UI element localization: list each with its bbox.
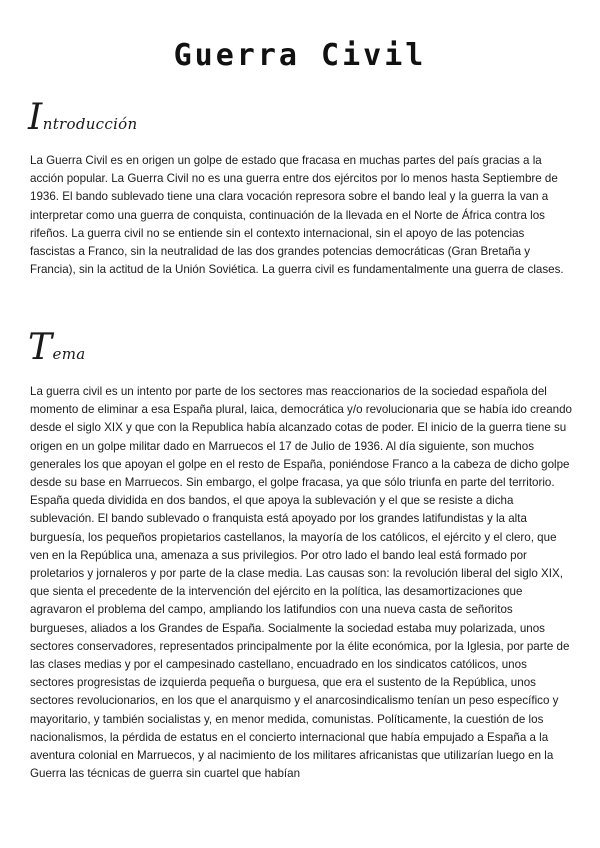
heading-rest: ntroducción — [42, 115, 138, 133]
heading-initial: I — [28, 97, 43, 138]
section-heading-introduccion — [28, 97, 138, 138]
section-body-introduccion: La Guerra Civil es en origen un golpe de estado que fracasa en muchas partes del país gracias a la acción popular. La Guerra Civil no es una guerra entre dos ejércitos por lo menos hasta Septiembre de 1936. El bando sublevado tiene una clara vocación represora sobre el bando leal y la guerra la van a interpretar como una guerra de conquista, continuación de la llevada en el Norte de África contra los rifeños. La guerra civil no se entiende sin el contexto internacional, sin el apoyo de las potencias fascistas a Franco, sin la neutralidad de las dos grandes potencias democráticas (Gran Bretaña y Francia), sin la actitud de la Unión Soviética. La guerra civil es fundamentalmente una guerra de clases. — [30, 154, 564, 277]
heading-rest: ema — [52, 345, 86, 363]
section-heading-tema — [28, 327, 86, 368]
heading-initial: T — [28, 327, 53, 368]
section-body-tema: La guerra civil es un intento por parte de los sectores mas reaccionarios de la sociedad española del momento de eliminar a esa España plural, laica, democrática y/o revolucionaria que se había ido creando desde el siglo XIX y que con la Republica había alcanzado cotas de poder. El inicio de la guerra tiene su origen en un golpe militar dado en Marruecos el 17 de Julio de 1936. Al día siguiente, son muchos generales los que apoyan el golpe en el resto de España, poniéndose Franco a la cabeza de dicho golpe desde su base en Marruecos. Sin embargo, el golpe fracasa, ya que sólo triunfa en parte del territorio. España queda dividida en dos bandos, el que apoya la sublevación y el que se resiste a dicha sublevación. El bando sublevado o franquista está apoyado por los grandes latifundistas y la alta burguesía, los pequeños propietarios castellanos, la mayoría de los católicos, el ejército y el clero, que ven en la República una, amenaza a sus privilegios. Por otro lado el bando leal está formado por proletarios y jornaleros y por parte de la clase media. Las causas son: la revolución liberal del siglo XIX, que sienta el precedente de la intervención del ejército en la política, las desamortizaciones que agravaron el problema del campo, ampliando los latifundios con una nueva casta de señoritos burgueses, aliados a los Grandes de España. Socialmente la sociedad estaba muy polarizada, unos sectores conservadores, representados principalmente por la élite económica, por la Iglesia, por parte de las clases medias y por el campesinado castellano, encuadrado en los sindicatos católicos, unos sectores progresistas de izquierda pequeña o burguesa, que era el sustento de la República, unos sectores revolucionarios, en los que el anarquismo y el anarcosindicalismo tenían un peso específico y mayoritario, y también socialistas y, en menor medida, comunistas. Políticamente, la cuestión de los nacionalismos, la pérdida de estatus en el concierto internacional que había empujado a España a la aventura colonial en Marruecos, y al nacimiento de los militares africanistas que utilizarían luego en la Guerra las técnicas de guerra sin cuartel que habían — [30, 385, 572, 781]
document-title: Guerra Civil — [173, 38, 427, 73]
